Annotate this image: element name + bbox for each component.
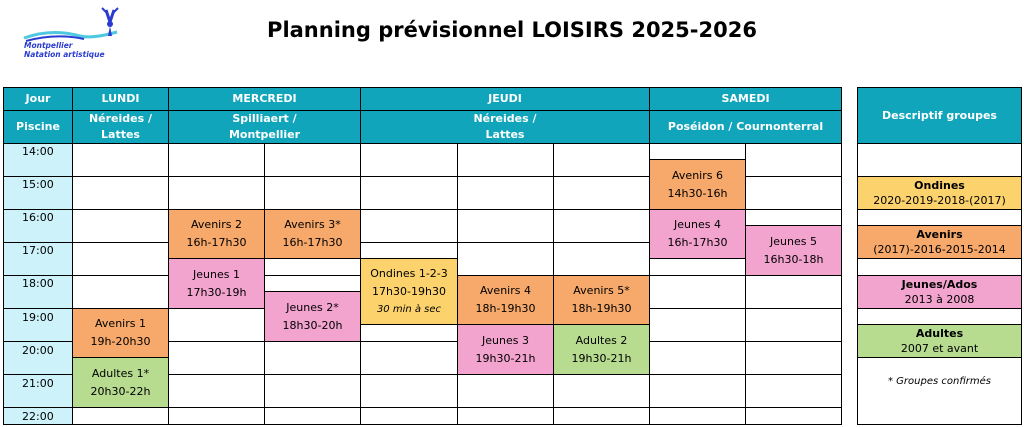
group-adultes: Adultes 2007 et avant (857, 324, 1022, 358)
groups-note: * Groupes confirmés (887, 376, 991, 387)
time-label: 14:00 (22, 145, 54, 158)
column-mercredi-2 (264, 143, 361, 425)
event-avenirs-5: Avenirs 5* 18h-19h30 (553, 275, 650, 325)
hour-line (3, 176, 73, 177)
header-day-samedi: SAMEDI (649, 87, 842, 111)
event-adultes-1: Adultes 1* 20h30-22h (72, 357, 169, 408)
pool-lundi: Néreides / Lattes (72, 110, 169, 144)
event-avenirs-1: Avenirs 1 19h-20h30 (72, 308, 169, 358)
event-avenirs-3: Avenirs 3* 16h-17h30 (264, 209, 361, 259)
event-ondines: Ondines 1-2-3 17h30-19h30 30 min à sec (360, 258, 458, 325)
time-label: 18:00 (22, 277, 54, 290)
event-jeunes-3: Jeunes 3 19h30-21h (457, 324, 554, 375)
groups-title: Descriptif groupes (857, 87, 1022, 144)
hour-line (3, 242, 73, 243)
hour-line (3, 308, 73, 309)
group-ondines: Ondines 2020-2019-2018-(2017) (857, 176, 1022, 210)
event-avenirs-6: Avenirs 6 14h30-16h (649, 159, 746, 210)
hour-line (3, 407, 73, 408)
grid-line (72, 407, 842, 408)
time-label: 19:00 (22, 311, 54, 324)
swimmer-icon (22, 6, 132, 44)
time-label: 22:00 (22, 410, 54, 423)
hour-line (3, 341, 73, 342)
hour-line (3, 275, 73, 276)
page-title: Planning prévisionnel LOISIRS 2025-2026 (267, 18, 757, 42)
time-label: 15:00 (22, 178, 54, 191)
club-logo (22, 6, 132, 60)
event-ondines-note: 30 min à sec (376, 303, 442, 315)
hour-line (3, 209, 73, 210)
event-jeunes-2: Jeunes 2* 18h30-20h (264, 291, 361, 342)
time-label: 20:00 (22, 344, 54, 357)
header-day-jeudi: JEUDI (360, 87, 650, 111)
group-avenirs: Avenirs (2017)-2016-2015-2014 (857, 225, 1022, 259)
event-avenirs-2: Avenirs 2 16h-17h30 (168, 209, 265, 259)
header-piscine: Piscine (3, 110, 73, 144)
time-label: 16:00 (22, 211, 54, 224)
event-adultes-2: Adultes 2 19h30-21h (553, 324, 650, 375)
header-day-lundi: LUNDI (72, 87, 169, 111)
header-day-mercredi: MERCREDI (168, 87, 361, 111)
event-jeunes-1: Jeunes 1 17h30-19h (168, 258, 265, 309)
time-label: 17:00 (22, 244, 54, 257)
pool-samedi: Poséidon / Cournonterral (649, 110, 842, 144)
time-label: 21:00 (22, 377, 54, 390)
group-jeunes-ados: Jeunes/Ados 2013 à 2008 (857, 275, 1022, 309)
event-jeunes-5: Jeunes 5 16h30-18h (745, 225, 842, 276)
logo-line-1: Montpellier (24, 41, 73, 50)
header-jour: Jour (3, 87, 73, 111)
pool-jeudi: Néreides / Lattes (360, 110, 650, 144)
event-jeunes-4: Jeunes 4 16h-17h30 (649, 209, 746, 259)
pool-mercredi: Spilliaert / Montpellier (168, 110, 361, 144)
column-samedi-2 (745, 143, 842, 425)
logo-line-2: Natation artistique (24, 50, 105, 59)
event-avenirs-4: Avenirs 4 18h-19h30 (457, 275, 554, 325)
hour-line (3, 374, 73, 375)
